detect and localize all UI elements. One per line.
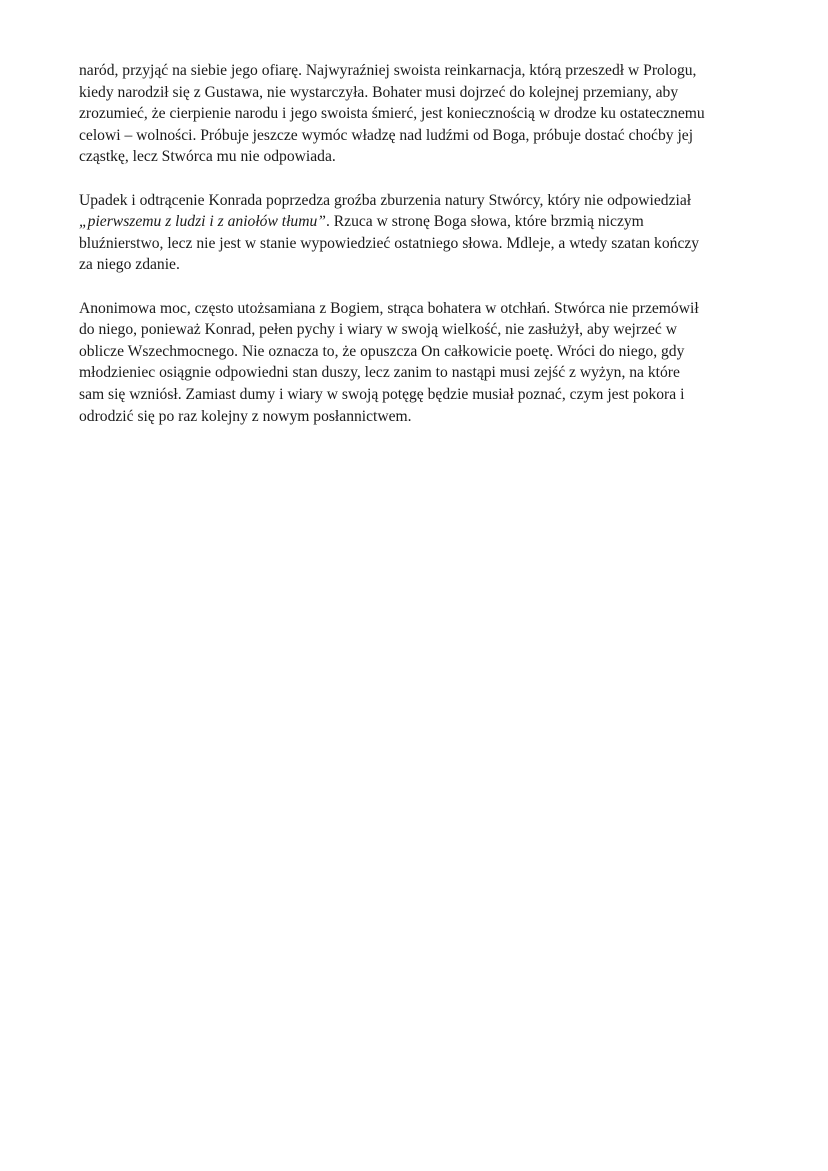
text-line: bluźnierstwo, lecz nie jest w stanie wypowiedzieć ostatniego słowa. Mdleje, a wtedy szatan kończy <box>79 234 700 252</box>
document-page <box>79 60 779 449</box>
paragraph-1 <box>79 60 779 168</box>
text-line: sam się wzniósł. Zamiast dumy i wiary w swoją potęgę będzie musiał poznać, czym jest pokora i <box>79 385 685 403</box>
text-line: odrodzić się po raz kolejny z nowym posłannictwem. <box>79 407 412 425</box>
text-line: młodzieniec osiągnie odpowiedni stan duszy, lecz zanim to nastąpi musi zejść z wyżyn, na które <box>79 364 680 382</box>
text-line: celowi – wolności. Próbuje jeszcze wymóc władzę nad ludźmi od Boga, próbuje dostać choćby jej <box>79 126 694 144</box>
text-line: Upadek i odtrącenie Konrada poprzedza groźba zburzenia natury Stwórcy, który nie odpowiedział <box>79 191 692 209</box>
text-line: zrozumieć, że cierpienie narodu i jego swoista śmierć, jest koniecznością w drodze ku ostatecznemu <box>79 105 705 123</box>
text-line <box>79 211 779 233</box>
text-line: cząstkę, lecz Stwórca mu nie odpowiada. <box>79 148 336 166</box>
text-line: za niego zdanie. <box>79 256 180 274</box>
text-line: naród, przyjąć na siebie jego ofiarę. Najwyraźniej swoista reinkarnacja, którą przeszedł w Prologu, <box>79 62 697 79</box>
text-line: kiedy narodził się z Gustawa, nie wystarczyła. Bohater musi dojrzeć do kolejnej przemiany, aby <box>79 83 679 101</box>
text-line: do niego, ponieważ Konrad, pełen pychy i wiary w swoją wielkość, nie zasłużył, aby wejrzeć w <box>79 321 677 339</box>
quotation: „pierwszemu z ludzi i z aniołów tłumu” <box>79 213 326 231</box>
text-line: oblicze Wszechmocnego. Nie oznacza to, że opuszcza On całkowicie poetę. Wróci do niego, gdy <box>79 342 685 360</box>
text-fragment: . Rzuca w stronę Boga słowa, które brzmią niczym <box>325 213 644 231</box>
paragraph-2 <box>79 190 779 276</box>
text-line: Anonimowa moc, często utożsamiana z Bogiem, strąca bohatera w otchłań. Stwórca nie przemówił <box>79 299 699 317</box>
paragraph-3 <box>79 298 779 428</box>
